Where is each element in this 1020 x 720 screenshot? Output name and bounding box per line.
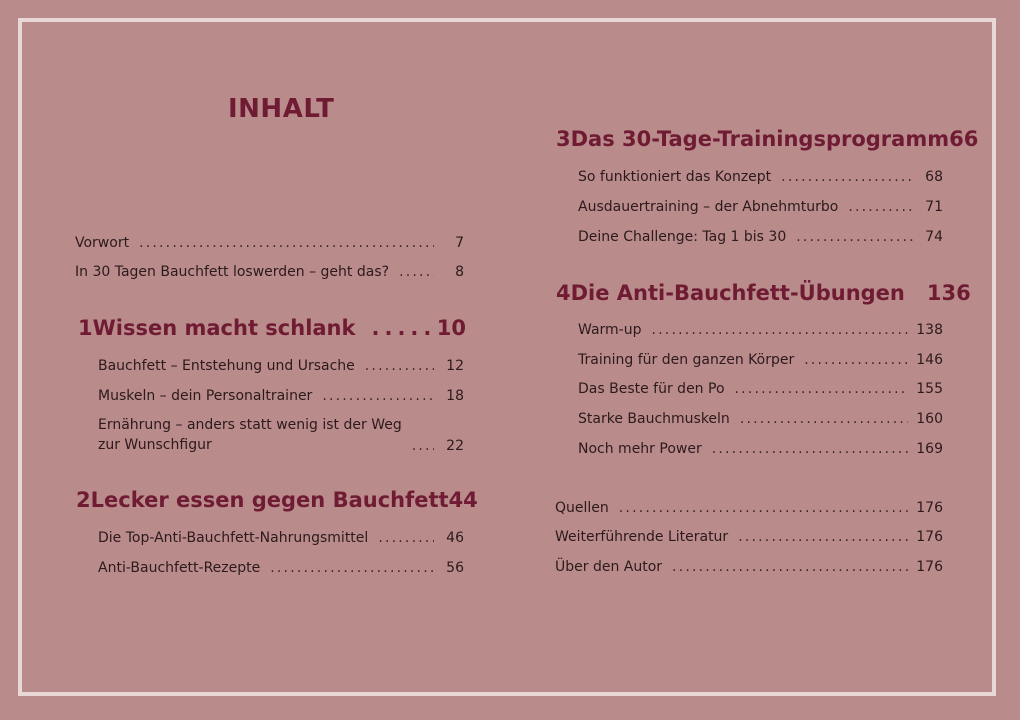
chapter-page: 44 [448,488,478,512]
toc-entry-vorwort[interactable] [75,234,464,252]
entry-page: 138 [916,322,943,338]
entry-title: Starke Bauchmuskeln [578,411,730,427]
leader-dots [619,499,908,517]
chapter-title: Die Anti-Bauchfett-Übungen [570,281,905,305]
toc-entry-3-1[interactable] [578,168,943,186]
entry-page: 56 [446,560,464,576]
toc-title: INHALT [228,94,335,124]
toc-entry-1-1[interactable] [98,357,464,375]
leader-dots [848,198,913,216]
chapter-title: Lecker essen gegen Bauchfett [90,488,449,512]
leader-dots [139,234,434,252]
entry-page: 176 [916,529,943,545]
leader-dots [672,558,908,576]
entry-page: 68 [925,169,943,185]
entry-title: Anti-Bauchfett-Rezepte [98,560,261,576]
leader-dots [270,559,434,577]
entry-page: 46 [446,530,464,546]
entry-page: 176 [916,559,943,575]
leader-dots [738,528,908,546]
leader-dots [412,437,434,455]
toc-entry-1-3[interactable] [98,415,464,455]
chapter-page: 136 [926,281,971,305]
leader-dots [322,387,434,405]
chapter-3-heading[interactable] [556,127,979,151]
entry-page: 160 [916,411,943,427]
entry-title: Deine Challenge: Tag 1 bis 30 [578,229,787,245]
entry-title: Bauchfett – Entstehung und Ursache [98,358,355,374]
chapter-number: 2 [76,488,91,512]
toc-entry-3-2[interactable] [578,198,943,216]
entry-title-line1: Ernährung – anders statt wenig ist der Weg [98,417,402,433]
entry-page: 176 [916,500,943,516]
leader-dots [399,263,434,281]
leader-dots [365,357,434,375]
toc-entry-4-3[interactable] [578,380,943,398]
toc-entry-1-2[interactable] [98,387,464,405]
entry-title: Ausdauertraining – der Abnehmturbo [578,199,839,215]
chapter-2-heading[interactable] [76,488,478,512]
chapter-4-heading[interactable] [556,281,971,305]
chapter-page: 66 [949,127,979,151]
entry-title: Training für den ganzen Körper [578,352,795,368]
toc-entry-literatur[interactable] [555,528,943,546]
leader-dots [796,228,913,246]
chapter-number: 4 [556,281,571,305]
entry-title: Vorwort [75,235,130,251]
toc-entry-4-2[interactable] [578,351,943,369]
entry-title: Noch mehr Power [578,441,702,457]
entry-title-line2: zur Wunschfigur [98,437,212,453]
leader-dots [712,440,909,458]
toc-entry-2-1[interactable] [98,529,464,547]
chapter-number: 1 [78,316,93,340]
entry-title: Muskeln – dein Personaltrainer [98,388,313,404]
leader-dots [378,529,434,547]
toc-entry-quellen[interactable] [555,499,943,517]
toc-entry-autor[interactable] [555,558,943,576]
toc-entry-intro[interactable] [75,263,464,281]
entry-page: 71 [925,199,943,215]
entry-page: 74 [925,229,943,245]
entry-page: 146 [916,352,943,368]
entry-page: 169 [916,441,943,457]
entry-page: 18 [446,388,464,404]
entry-title: So funktioniert das Konzept [578,169,772,185]
entry-title: Das Beste für den Po [578,381,725,397]
toc-entry-3-3[interactable] [578,228,943,246]
entry-title [98,415,402,455]
entry-page: 12 [446,358,464,374]
entry-title: Quellen [555,500,609,516]
chapter-title: Das 30-Tage-Trainingsprogramm [570,127,950,151]
leader-dots [804,351,908,369]
chapter-title: Wissen macht schlank [92,316,356,340]
entry-page: 155 [916,381,943,397]
toc-entry-4-5[interactable] [578,440,943,458]
entry-page: 22 [446,438,464,454]
leader-dots [781,168,913,186]
leader-dots [371,316,430,340]
chapter-1-heading[interactable] [78,316,466,340]
leader-dots [652,321,909,339]
toc-entry-4-4[interactable] [578,410,943,428]
entry-page: 8 [455,264,464,280]
entry-title: Warm-up [578,322,642,338]
leader-dots [740,410,908,428]
entry-title: In 30 Tagen Bauchfett loswerden – geht das? [75,264,390,280]
toc-entry-4-1[interactable] [578,321,943,339]
leader-dots [735,380,909,398]
chapter-number: 3 [556,127,571,151]
toc-entry-2-2[interactable] [98,559,464,577]
chapter-page: 10 [436,316,466,340]
entry-title: Die Top-Anti-Bauchfett-Nahrungsmittel [98,530,369,546]
entry-title: Weiterführende Literatur [555,529,729,545]
entry-page: 7 [455,235,464,251]
entry-title: Über den Autor [555,559,663,575]
